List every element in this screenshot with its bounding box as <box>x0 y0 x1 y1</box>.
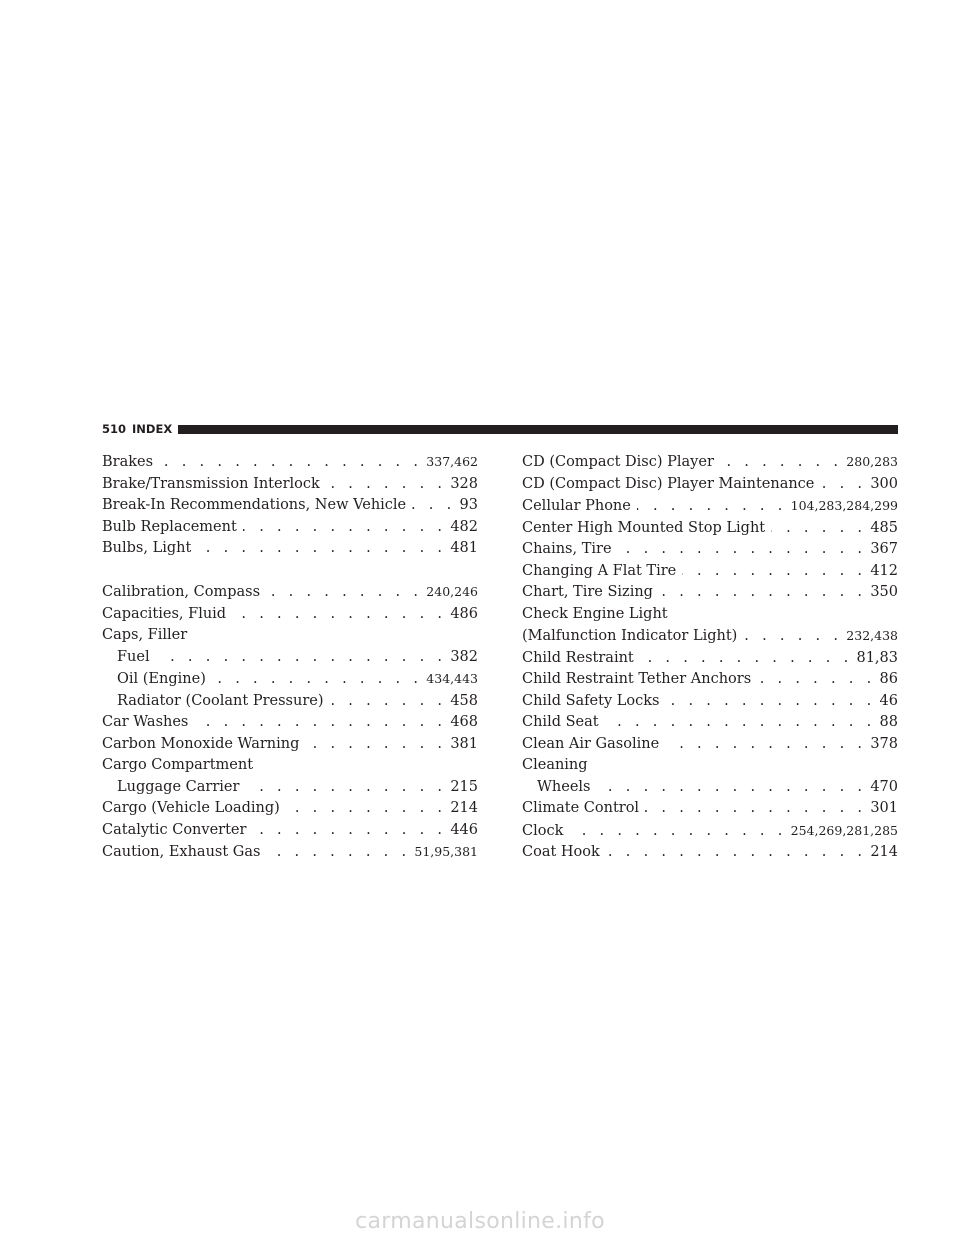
entry-label: Break-In Recommendations, New Vehicle <box>102 497 407 513</box>
entry-label: Catalytic Converter <box>102 821 247 838</box>
index-entry <box>522 539 898 561</box>
dot-leader <box>266 842 410 864</box>
entry-label: Luggage Carrier <box>117 778 240 795</box>
entry-label: Brake/Transmission Interlock <box>102 475 320 492</box>
entry-page: 254,269,281,285 <box>790 822 898 838</box>
index-entry <box>102 538 478 560</box>
index-entry <box>522 625 898 648</box>
entry-label: Bulb Replacement <box>102 518 237 535</box>
watermark: carmanualsonline.info <box>355 1209 605 1234</box>
index-entry <box>522 820 898 843</box>
dot-leader <box>326 474 447 496</box>
entry-label: Cellular Phone <box>522 498 631 514</box>
index-entry <box>522 474 898 496</box>
entry-page: 446 <box>450 821 478 838</box>
entry-label: Fuel <box>117 648 150 665</box>
entry-page: 412 <box>870 562 898 579</box>
index-entry <box>102 798 478 820</box>
entry-label: Child Restraint Tether Anchors <box>522 671 752 687</box>
dot-leader <box>682 561 866 583</box>
dot-leader <box>820 474 866 496</box>
entry-label: Calibration, Compass <box>102 584 261 600</box>
entry-label: Brakes <box>102 454 154 470</box>
dot-leader <box>305 734 446 756</box>
dot-leader <box>329 691 446 713</box>
dot-leader <box>640 648 853 670</box>
dot-leader <box>645 798 866 820</box>
entry-page: 86 <box>879 671 898 687</box>
entry-page: 378 <box>870 735 898 752</box>
entry-page: 482 <box>450 518 478 535</box>
dot-leader <box>743 626 842 648</box>
entry-label: Child Seat <box>522 714 599 730</box>
index-subentry <box>102 691 478 713</box>
entry-page: 301 <box>870 800 898 816</box>
entry-page: 486 <box>450 605 478 622</box>
index-entry <box>102 451 478 474</box>
entry-page: 280,283 <box>846 454 898 469</box>
entry-page: 367 <box>870 541 898 557</box>
dot-leader <box>156 647 447 669</box>
entry-label: Wheels <box>537 778 591 795</box>
index-entry <box>522 734 898 756</box>
dot-leader <box>605 712 876 734</box>
entry-label: Chains, Tire <box>522 541 612 557</box>
entry-label: Capacities, Fluid <box>102 605 227 622</box>
entry-label: Clean Air Gasoline <box>522 735 660 752</box>
entry-label: Radiator (Coolant Pressure) <box>117 692 324 709</box>
dot-leader <box>159 452 422 474</box>
dot-leader <box>232 604 446 626</box>
entry-label: Carbon Monoxide Warning <box>102 735 300 752</box>
index-heading: Caps, Filler <box>102 627 188 643</box>
entry-page: 337,462 <box>426 454 478 469</box>
entry-label: (Malfunction Indicator Light) <box>522 628 738 644</box>
dot-leader <box>266 582 422 604</box>
index-heading: Check Engine Light <box>522 605 668 622</box>
entry-page: 81,83 <box>856 649 898 666</box>
dot-leader <box>569 821 786 843</box>
index-entry <box>522 648 898 670</box>
dot-leader <box>720 452 842 474</box>
index-subentry <box>522 777 898 799</box>
entry-label: Chart, Tire Sizing <box>522 584 653 600</box>
index-entry <box>102 495 478 517</box>
index-subentry <box>102 647 478 669</box>
entry-page: 51,95,381 <box>414 844 478 859</box>
entry-label: Child Safety Locks <box>522 692 660 709</box>
entry-page: 240,246 <box>426 584 478 599</box>
entry-page: 215 <box>450 778 478 795</box>
entry-label: Child Restraint <box>522 649 634 666</box>
entry-page: 93 <box>459 497 478 513</box>
entry-page: 214 <box>450 800 478 816</box>
entry-page: 481 <box>450 540 478 556</box>
index-column-left <box>102 451 478 864</box>
entry-label: Caution, Exhaust Gas <box>102 844 261 860</box>
entry-page: 328 <box>450 475 478 492</box>
page-number: 510 <box>102 422 127 436</box>
entry-label: Changing A Flat Tire <box>522 562 677 579</box>
entry-label: CD (Compact Disc) Player Maintenance <box>522 475 815 492</box>
dot-leader <box>606 842 867 864</box>
entry-label: Oil (Engine) <box>117 671 206 687</box>
index-entry <box>102 734 478 756</box>
dot-leader <box>245 777 446 799</box>
index-entry <box>522 495 898 518</box>
dot-leader <box>412 495 455 517</box>
entry-page: 46 <box>879 692 898 709</box>
entry-page: 381 <box>450 735 478 752</box>
index-entry <box>522 561 898 583</box>
entry-page: 300 <box>870 475 898 492</box>
entry-page: 214 <box>870 844 898 860</box>
entry-page: 350 <box>870 584 898 600</box>
index-heading: Cargo Compartment <box>102 757 254 773</box>
index-column-right <box>522 451 898 864</box>
entry-label: Coat Hook <box>522 844 600 860</box>
page-header <box>102 419 898 439</box>
entry-label: Center High Mounted Stop Light <box>522 519 766 536</box>
dot-leader <box>665 734 866 756</box>
index-entry <box>522 842 898 864</box>
index-spacer <box>102 560 478 582</box>
index-entry <box>102 841 478 864</box>
index-entry <box>102 517 478 539</box>
dot-leader <box>665 691 875 713</box>
entry-label: Cargo (Vehicle Loading) <box>102 800 280 816</box>
index-entry <box>522 691 898 713</box>
index-entry <box>102 604 478 626</box>
entry-page: 104,283,284,299 <box>790 498 898 513</box>
index-subentry <box>102 668 478 691</box>
index-entry <box>102 581 478 604</box>
entry-page: 470 <box>870 778 898 795</box>
entry-label: CD (Compact Disc) Player <box>522 454 714 470</box>
dot-leader <box>286 798 447 820</box>
header-rule <box>178 425 898 434</box>
entry-page: 485 <box>870 519 898 536</box>
index-entry <box>102 820 478 842</box>
dot-leader <box>197 538 446 560</box>
dot-leader <box>637 496 787 518</box>
dot-leader <box>252 820 446 842</box>
dot-leader <box>757 669 875 691</box>
dot-leader <box>659 582 866 604</box>
entry-page: 382 <box>450 648 478 665</box>
entry-page: 88 <box>879 714 898 730</box>
entry-label: Clock <box>522 822 564 839</box>
dot-leader <box>618 539 867 561</box>
index-subentry <box>102 777 478 799</box>
entry-label: Car Washes <box>102 714 189 730</box>
dot-leader <box>194 712 446 734</box>
entry-page: 434,443 <box>426 671 478 686</box>
entry-label: Bulbs, Light <box>102 540 192 556</box>
index-entry <box>522 712 898 734</box>
index-heading: Cleaning <box>522 757 588 773</box>
dot-leader <box>771 518 866 540</box>
index-entry <box>522 669 898 691</box>
section-title: INDEX <box>132 422 173 436</box>
dot-leader <box>243 517 447 539</box>
entry-page: 468 <box>450 714 478 730</box>
dot-leader <box>212 669 422 691</box>
entry-page: 232,438 <box>846 628 898 643</box>
entry-label: Climate Control <box>522 800 640 816</box>
entry-page: 458 <box>450 692 478 709</box>
index-entry <box>522 798 898 820</box>
dot-leader <box>596 777 866 799</box>
index-entry <box>102 474 478 496</box>
index-entry <box>522 451 898 474</box>
index-entry <box>522 518 898 540</box>
index-entry <box>102 712 478 734</box>
index-entry <box>522 582 898 604</box>
